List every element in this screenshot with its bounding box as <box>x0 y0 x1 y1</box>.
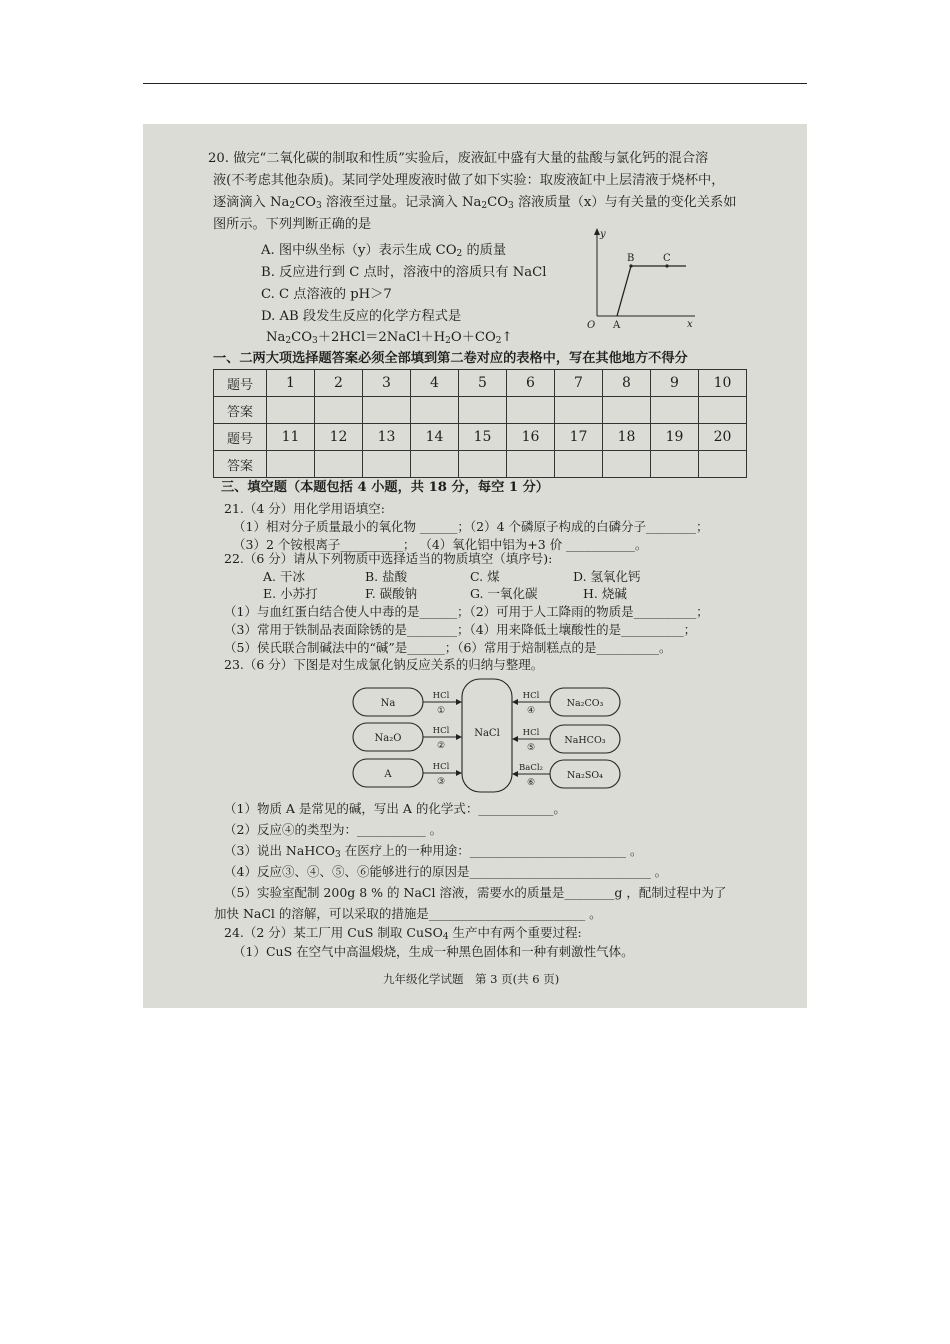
arrow-2-reagent: HCl <box>432 726 450 736</box>
answer-cell[interactable] <box>411 397 459 424</box>
arrow-4-reagent: HCl <box>522 691 540 701</box>
table-cell: 8 <box>603 370 651 397</box>
table-cell: 7 <box>555 370 603 397</box>
table-cell: 10 <box>699 370 747 397</box>
box-na2co3-label: Na₂CO₃ <box>566 698 604 709</box>
arrow-5-number: ⑤ <box>526 743 536 753</box>
table-cell: 6 <box>507 370 555 397</box>
answer-cell[interactable] <box>651 451 699 478</box>
q22-opt-g: G. 一氧化碳 <box>470 586 538 601</box>
q23-line6: 加快 NaCl 的溶解，可以采取的措施是_________________________ 。 <box>214 906 602 921</box>
graph-y-label: y <box>600 229 606 240</box>
q23-line1: （1）物质 A 是常见的碱，写出 A 的化学式：____________。 <box>224 801 566 816</box>
q24-line1: 24.（2 分）某工厂用 CuS 制取 CuSO$_4$ 生产中有两个重要过程: <box>224 925 582 942</box>
q22-opt-d: D. 氢氧化钙 <box>573 569 641 584</box>
answer-cell[interactable] <box>507 397 555 424</box>
table-cell: 15 <box>459 424 507 451</box>
box-a-label: A <box>384 769 392 780</box>
arrow-1-number: ① <box>436 706 446 716</box>
q20-equation: $Na_2CO_3+2HCl=2NaCl+H_2O+CO_2↑$ <box>266 330 513 346</box>
table-row <box>214 424 747 451</box>
table-row <box>214 451 747 478</box>
answer-cell[interactable] <box>315 451 363 478</box>
answer-cell[interactable] <box>507 451 555 478</box>
table-cell: 18 <box>603 424 651 451</box>
answer-cell[interactable] <box>363 451 411 478</box>
q22-opt-b: B. 盐酸 <box>365 569 408 584</box>
box-na2so4-label: Na₂SO₄ <box>567 770 603 781</box>
answer-table <box>213 369 747 478</box>
answer-cell[interactable] <box>411 451 459 478</box>
table-cell: 12 <box>315 424 363 451</box>
answer-cell[interactable] <box>699 397 747 424</box>
q22-opt-e: E. 小苏打 <box>263 586 318 601</box>
row-label: 题号 <box>214 424 267 451</box>
answer-cell[interactable] <box>363 397 411 424</box>
table-row <box>214 397 747 424</box>
table-cell: 13 <box>363 424 411 451</box>
box-nahco3-label: NaHCO₃ <box>564 735 606 746</box>
row-label: 题号 <box>214 370 267 397</box>
answer-cell[interactable] <box>651 397 699 424</box>
arrow-6-reagent: BaCl₂ <box>519 763 543 773</box>
exam-page-photo <box>143 124 807 1008</box>
q24-line2: （1）CuS 在空气中高温煅烧，生成一种黑色固体和一种有刺激性气体。 <box>233 944 634 959</box>
answer-notice: 一、二两大项选择题答案必须全部填到第二卷对应的表格中，写在其他地方不得分 <box>213 351 688 366</box>
table-cell: 16 <box>507 424 555 451</box>
answer-cell[interactable] <box>555 451 603 478</box>
q20-option-b: B. 反应进行到 C 点时，溶液中的溶质只有 NaCl <box>261 265 547 280</box>
section3-title: 三、填空题（本题包括 4 小题，共 18 分，每空 1 分） <box>221 480 549 495</box>
q20-option-a: A. 图中纵坐标（y）表示生成 $CO_2$ 的质量 <box>261 243 507 259</box>
nacl-center-label: NaCl <box>474 728 500 739</box>
q21-line1: （1）相对分子质量最小的氧化物 ______；（2）4 个磷原子构成的白磷分子________； <box>233 519 709 534</box>
arrow-4-number: ④ <box>526 706 536 716</box>
arrow-3-reagent: HCl <box>432 762 450 772</box>
graph-origin-label: O <box>587 320 596 331</box>
answer-cell[interactable] <box>459 451 507 478</box>
table-cell: 14 <box>411 424 459 451</box>
answer-cell[interactable] <box>555 397 603 424</box>
q20-graph <box>583 228 703 338</box>
q22-opt-f: F. 碳酸钠 <box>365 586 418 601</box>
q23-line5: （5）实验室配制 200g 8 % 的 NaCl 溶液，需要水的质量是________g ，配制过程中为了 <box>224 885 727 900</box>
table-cell: 20 <box>699 424 747 451</box>
nacl-reaction-diagram <box>351 676 623 796</box>
answer-cell[interactable] <box>603 397 651 424</box>
answer-cell[interactable] <box>603 451 651 478</box>
q20-option-d: D. AB 段发生反应的化学方程式是 <box>261 309 462 324</box>
table-cell: 19 <box>651 424 699 451</box>
row-label: 答案 <box>214 397 267 424</box>
q23-head: 23.（6 分）下图是对生成氯化钠反应关系的归纳与整理。 <box>224 657 544 672</box>
graph-point-c: C <box>663 253 671 264</box>
graph-x-label: x <box>687 319 693 330</box>
answer-cell[interactable] <box>315 397 363 424</box>
q20-line4: 图所示。下列判断正确的是 <box>213 217 372 232</box>
table-cell: 2 <box>315 370 363 397</box>
graph-point-a: A <box>613 320 621 331</box>
q22-line2: （3）常用于铁制品表面除锈的是________；（4）用来降低土壤酸性的是__________； <box>224 622 697 637</box>
box-na-label: Na <box>380 698 396 709</box>
table-cell: 17 <box>555 424 603 451</box>
q20-option-c: C. C 点溶液的 pH＞7 <box>261 287 392 302</box>
table-cell: 11 <box>267 424 315 451</box>
table-cell: 5 <box>459 370 507 397</box>
q23-line3: （3）说出 NaHCO$_3$ 在医疗上的一种用途：_________________________ 。 <box>224 843 643 860</box>
arrow-1-reagent: HCl <box>432 691 450 701</box>
q22-line1: （1）与血红蛋白结合使人中毒的是______；（2）可用于人工降雨的物质是__________； <box>224 604 709 619</box>
arrow-3-number: ③ <box>436 777 446 787</box>
graph-point-b: B <box>627 253 635 264</box>
row-label: 答案 <box>214 451 267 478</box>
q22-opt-a: A. 干冰 <box>263 569 305 584</box>
q21-line2: （3）2 个铵根离子__________； （4）氧化铝中铝为+3 价 ___________。 <box>233 537 648 552</box>
q22-opt-c: C. 煤 <box>470 569 500 584</box>
q20-line1: 20. 做完“二氧化碳的制取和性质”实验后，废液缸中盛有大量的盐酸与氯化钙的混合溶 <box>208 151 709 166</box>
q23-line2: （2）反应④的类型为：___________ 。 <box>224 822 443 837</box>
answer-cell[interactable] <box>699 451 747 478</box>
q22-opt-h: H. 烧碱 <box>583 586 627 601</box>
answer-cell[interactable] <box>267 397 315 424</box>
page-footer: 九年级化学试题 第 3 页(共 6 页) <box>383 972 560 986</box>
table-cell: 4 <box>411 370 459 397</box>
arrow-2-number: ② <box>436 741 446 751</box>
table-cell: 3 <box>363 370 411 397</box>
q22-head: 22.（6 分）请从下列物质中选择适当的物质填空（填序号): <box>224 551 553 566</box>
answer-cell[interactable] <box>459 397 507 424</box>
q20-line2: 液(不考虑其他杂质)。某同学处理废液时做了如下实验：取废液缸中上层清液于烧杯中， <box>213 173 725 188</box>
q20-line3: 逐滴滴入 $Na_2CO_3$ 溶液至过量。记录滴入 $Na_2CO_3$ 溶液质量（x）与有关量的变化关系如 <box>213 195 737 211</box>
q21-head: 21.（4 分）用化学用语填空: <box>224 501 386 516</box>
table-row <box>214 370 747 397</box>
box-na2o-label: Na₂O <box>374 733 402 744</box>
q22-line3: （5）侯氏联合制碱法中的“碱”是______；（6）常用于焙制糕点的是__________。 <box>224 640 672 655</box>
arrow-5-reagent: HCl <box>522 728 540 738</box>
answer-cell[interactable] <box>267 451 315 478</box>
header-rule <box>143 83 807 84</box>
table-cell: 9 <box>651 370 699 397</box>
arrow-6-number: ⑥ <box>526 778 536 788</box>
q23-line4: （4）反应③、④、⑤、⑥能够进行的原因是_____________________________ 。 <box>224 864 668 879</box>
table-cell: 1 <box>267 370 315 397</box>
